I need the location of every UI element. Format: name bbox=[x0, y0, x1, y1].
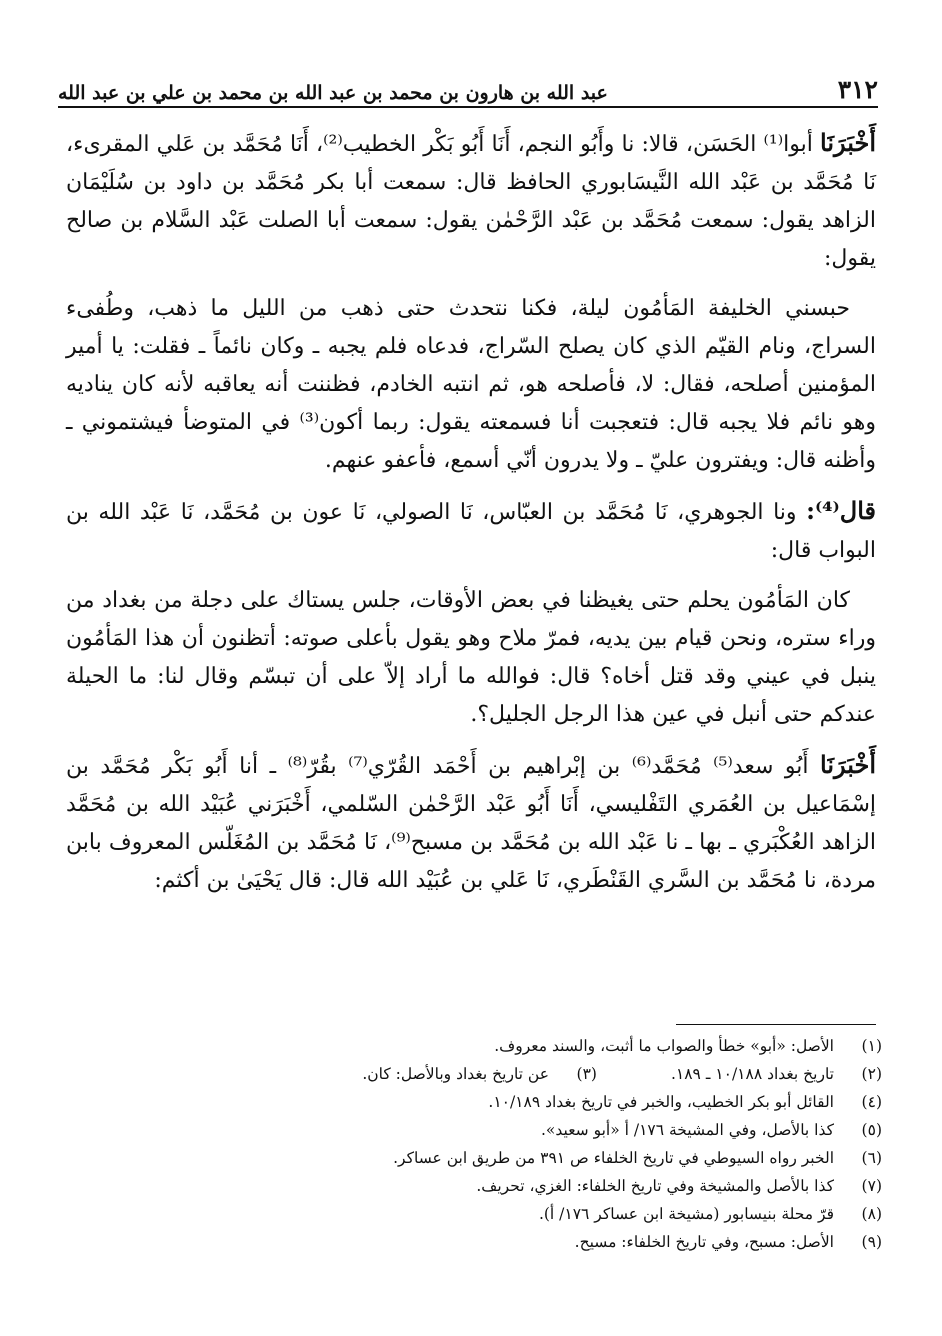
footnote-5 bbox=[100, 1116, 882, 1144]
page-header bbox=[58, 58, 878, 104]
footnote-text: كذا بالأصل، وفي المشيخة ١٧٦/ أ «أبو سعيد». bbox=[540, 1121, 834, 1139]
footnote-text: الأصل: مسبح، وفي تاريخ الخلفاء: مسيح. bbox=[574, 1233, 834, 1251]
footnote-text: تاريخ بغداد ١٠/١٨٨ ـ ١٨٩. bbox=[670, 1065, 834, 1083]
footnote-number: (٥) bbox=[861, 1121, 882, 1139]
paragraph-4 bbox=[66, 582, 876, 734]
footnote-number: (٩) bbox=[861, 1233, 882, 1251]
footnote-9 bbox=[100, 1228, 882, 1256]
footnote-text: قرّ محلة بنيسابور (مشيخة ابن عساكر ١٧٦/ أ). bbox=[538, 1205, 834, 1223]
paragraph-1 bbox=[66, 124, 876, 278]
footnote-text: الخبر رواه السيوطي في تاريخ الخلفاء ص ٣٩١ من طريق ابن عساكر. bbox=[393, 1149, 834, 1167]
footnote-1 bbox=[100, 1032, 882, 1060]
footnote-6 bbox=[100, 1144, 882, 1172]
footnote-number: (٦) bbox=[861, 1149, 882, 1167]
footnote-number: (٢) bbox=[861, 1065, 882, 1083]
footnote-number: (٤) bbox=[861, 1093, 882, 1111]
footnote-number: (١) bbox=[861, 1037, 882, 1055]
paragraph-5 bbox=[66, 746, 876, 900]
paragraph-2-text: حبسني الخليفة المَأمُون ليلة، فكنا نتحدث حتى ذهب من الليل ما ذهب، وطُفىء السراج، ونام القيّم الذي كان يصلح السّراج، فدعاه فلم يجبه ـ وكان نائماً ـ فقلت: يا أمير المؤمنين أصلحه، فقال: لا، فأصلحه هو، ثم انتبه الخادم، فظننت أنه يعاقبه لأنه كان يناديه وهو نائم فلا يجبه قال: فتعجبت أنا فسمعته يقول: ربما أكون⁽³⁾ في المتوضأ فيشتموني ـ وأظنه قال: ويفترون عليّ ـ ولا يدرون أنّي أسمع، فأعفو عنهم. bbox=[66, 296, 877, 473]
paragraph-5-text: أَبُو سعد⁽⁵⁾ مُحَمَّد⁽⁶⁾ بن إبْراهيم بن أَحْمَد القُرّي⁽⁷⁾ بقُرّ⁽⁸⁾ ـ أنا أَبُو بَكْر مُحَمَّد بن إسْمَاعيل بن العُمَري التَفْليسي، أَنَا أَبُو عَبْد الرَّحْمٰن السّلمي، أَخْبَرَني عُبَيْد الله بن مُحَمَّد الزاهد العُكْبَري ـ بها ـ نا عَبْد الله بن مُحَمَّد بن مسبح⁽⁹⁾، نَا مُحَمَّد بن المُغَلّس المعروف بابن مردة، نا مُحَمَّد بن السَّري القَنْطَري، نَا عَلي بن عُبَيْد الله قال: قال يَحْيَىٰ بن أكثم: bbox=[66, 754, 876, 893]
footnote-number: (٣) bbox=[576, 1065, 597, 1083]
running-title: عبد الله بن هارون بن محمد بن عبد الله بن محمد بن علي بن عبد الله bbox=[58, 82, 608, 104]
footnote-2 bbox=[100, 1060, 882, 1088]
footnote-number: (٨) bbox=[861, 1205, 882, 1223]
header-rule bbox=[58, 106, 878, 108]
footnote-rule bbox=[676, 1024, 876, 1025]
footnote-text: القائل أبو بكر الخطيب، والخبر في تاريخ بغداد ١٠/١٨٩. bbox=[488, 1093, 834, 1111]
page-number: ٣١٢ bbox=[837, 75, 878, 104]
paragraph-4-text: كان المَأمُون يحلم حتى يغيظنا في بعض الأوقات، جلس يستاك على دجلة من بغداد من وراء ستره، ونحن قيام بين يديه، فمرّ ملاح وهو يقول بأعلى صوته: أتظنون أن هذا المَأمُون ينبل في عيني وقد قتل أخاه؟ قال: فوالله ما أراد إلاّ على أن تبسّم وقال لنا: ما الحيلة عندكم حتى أنبل في عين هذا الرجل الجليل؟. bbox=[66, 588, 876, 727]
footnote-7 bbox=[100, 1172, 882, 1200]
main-text bbox=[66, 124, 876, 912]
footnote-4 bbox=[100, 1088, 882, 1116]
footnote-text: عن تاريخ بغداد وبالأصل: كان. bbox=[362, 1065, 549, 1083]
paragraph-5-lead: أَخْبَرَنَا bbox=[820, 750, 876, 779]
paragraph-2 bbox=[66, 290, 876, 480]
paragraph-1-text: أبوا⁽¹⁾ الحَسَن، قالا: نا وأَبُو النجم، أَنَا أَبُو بَكْر الخطيب⁽²⁾، أَنَا مُحَمَّد بن عَلي المقرىء، نَا مُحَمَّد بن عَبْد الله النَّيسَابوري الحافظ قال: سمعت أبا بكر مُحَمَّد بن داود بن سُلَيْمَان الزاهد يقول: سمعت مُحَمَّد بن عَبْد الرَّحْمٰن يقول: سمعت أبا الصلت عَبْد السَّلام بن صالح يقول: bbox=[66, 132, 876, 271]
paragraph-3 bbox=[66, 492, 876, 570]
footnotes bbox=[100, 1032, 882, 1256]
paragraph-3-text: ونا الجوهري، نَا مُحَمَّد بن العبّاس، نَا الصولي، نَا عون بن مُحَمَّد، نَا عَبْد الله بن البواب قال: bbox=[66, 500, 876, 563]
footnote-text: الأصل: «أبو» خطأ والصواب ما أثبت، والسند معروف. bbox=[494, 1037, 834, 1055]
paragraph-3-lead: قال⁽⁴⁾: bbox=[806, 496, 876, 525]
paragraph-1-lead: أَخْبَرَنَا bbox=[820, 128, 876, 157]
footnote-8 bbox=[100, 1200, 882, 1228]
footnote-text: كذا بالأصل والمشيخة وفي تاريخ الخلفاء: الغزي، تحريف. bbox=[476, 1177, 834, 1195]
footnote-number: (٧) bbox=[861, 1177, 882, 1195]
